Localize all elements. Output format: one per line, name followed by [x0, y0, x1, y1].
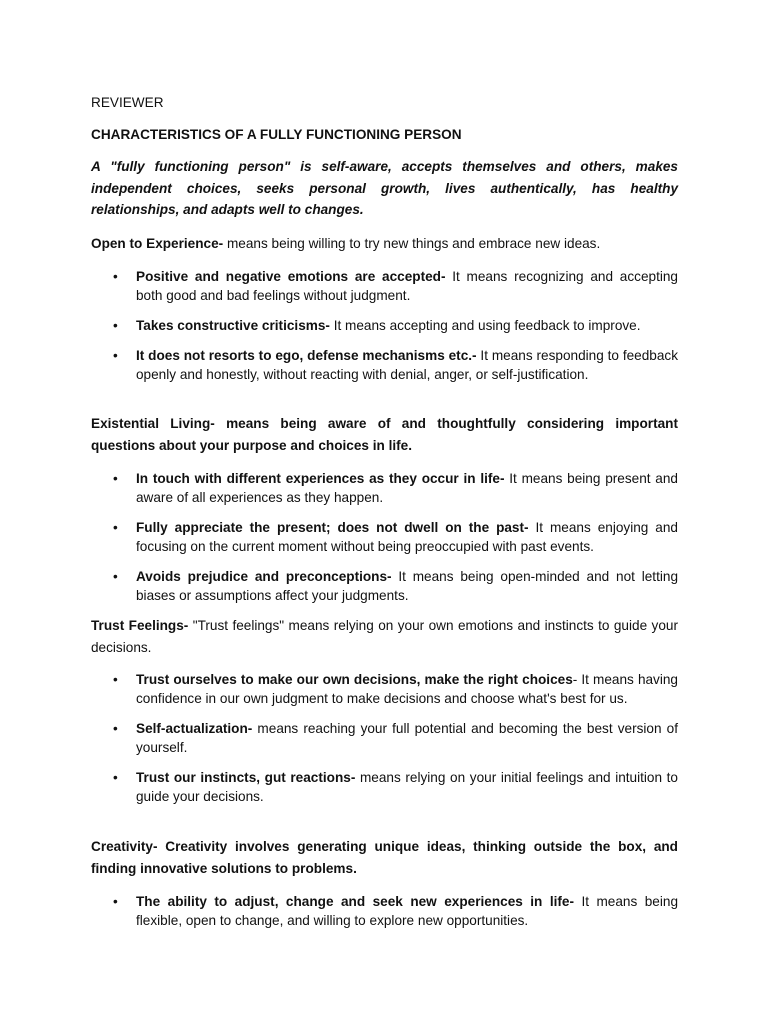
item-term: Trust ourselves to make our own decisions, make the right choices	[136, 672, 573, 687]
intro-paragraph: A "fully functioning person" is self-aware, accepts themselves and others, makes independent choices, seeks personal growth, lives authentically, has healthy relationships, and adapts well to changes.	[91, 159, 678, 217]
section-heading: Existential Living-	[91, 416, 215, 431]
item-term: Positive and negative emotions are accepted-	[136, 269, 446, 284]
bullet-icon: •	[113, 721, 118, 736]
section-open-to-experience	[91, 233, 678, 255]
item-term: Trust our instincts, gut reactions-	[136, 770, 356, 785]
section-text: means being aware of and thoughtfully considering important questions about your purpose and choices in life.	[91, 416, 678, 453]
list-item	[91, 469, 678, 507]
section-text: means being willing to try new things and embrace new ideas.	[223, 236, 601, 251]
list-item	[91, 892, 678, 930]
item-term: Avoids prejudice and preconceptions-	[136, 569, 392, 584]
item-term: In touch with different experiences as they occur in life-	[136, 471, 505, 486]
section-trust-feelings	[91, 615, 678, 658]
section-existential-living	[91, 413, 678, 456]
section-text: Creativity involves generating unique ideas, thinking outside the box, and finding innovative solutions to problems.	[91, 839, 678, 876]
item-term: Fully appreciate the present; does not dwell on the past-	[136, 520, 529, 535]
list-item	[91, 316, 678, 335]
section-text: "Trust feelings" means relying on your own emotions and instincts to guide your decisions.	[91, 618, 678, 655]
list-item	[91, 719, 678, 757]
doc-label: REVIEWER	[91, 95, 164, 110]
item-term: Self-actualization-	[136, 721, 253, 736]
bullet-icon: •	[113, 318, 118, 333]
bullet-icon: •	[113, 348, 118, 363]
list-item	[91, 768, 678, 806]
section-creativity	[91, 836, 678, 879]
bullet-icon: •	[113, 672, 118, 687]
item-desc: It means responding to feedback openly and honestly, without reacting with denial, anger, or self-justification.	[136, 348, 678, 382]
bullet-icon: •	[113, 770, 118, 785]
item-term: The ability to adjust, change and seek new experiences in life-	[136, 894, 574, 909]
bullet-icon: •	[113, 269, 118, 284]
item-desc: It means enjoying and focusing on the current moment without being preoccupied with past events.	[136, 520, 678, 554]
item-desc: means reaching your full potential and becoming the best version of yourself.	[136, 721, 678, 755]
list-item	[91, 567, 678, 605]
item-term: Takes constructive criticisms-	[136, 318, 330, 333]
list-trust-feelings	[91, 670, 678, 806]
list-existential-living	[91, 469, 678, 605]
item-desc: It means recognizing and accepting both good and bad feelings without judgment.	[136, 269, 678, 303]
list-item	[91, 267, 678, 305]
list-item	[91, 346, 678, 384]
bullet-icon: •	[113, 520, 118, 535]
section-heading: Open to Experience-	[91, 236, 224, 251]
list-creativity	[91, 892, 678, 930]
item-desc: - It means having confidence in our own judgment to make decisions and choose what's best for us.	[136, 672, 678, 706]
list-item	[91, 670, 678, 708]
item-desc: means relying on your initial feelings and intuition to guide your decisions.	[136, 770, 678, 804]
section-heading: Creativity-	[91, 839, 158, 854]
doc-title: CHARACTERISTICS OF A FULLY FUNCTIONING PERSON	[91, 127, 462, 142]
bullet-icon: •	[113, 471, 118, 486]
list-open-to-experience	[91, 267, 678, 384]
list-item	[91, 518, 678, 556]
bullet-icon: •	[113, 569, 118, 584]
item-desc: It means being open-minded and not letting biases or assumptions affect your judgments.	[136, 569, 678, 603]
item-term: It does not resorts to ego, defense mechanisms etc.-	[136, 348, 477, 363]
item-desc: It means accepting and using feedback to improve.	[329, 318, 641, 333]
bullet-icon: •	[113, 894, 118, 909]
item-desc: It means being flexible, open to change, and willing to explore new opportunities.	[136, 894, 679, 928]
item-desc: It means being present and aware of all experiences as they happen.	[136, 471, 678, 505]
section-heading: Trust Feelings-	[91, 618, 189, 633]
